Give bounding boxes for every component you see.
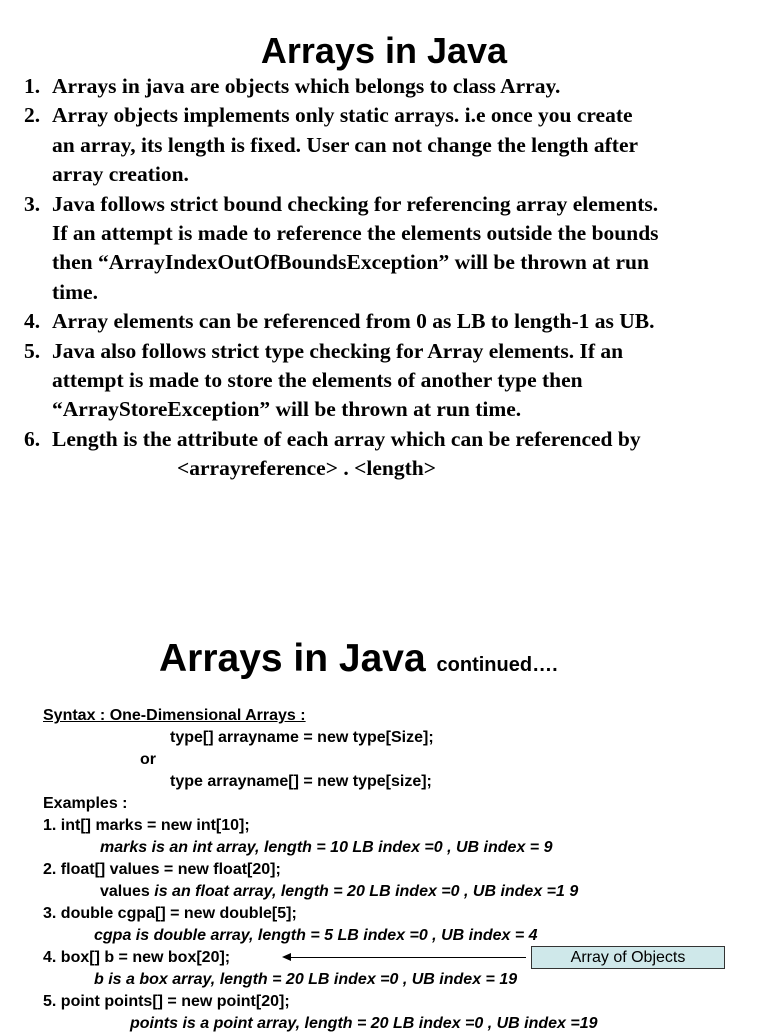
list-item-number: 3. bbox=[24, 191, 41, 216]
list-item-continuation bbox=[52, 133, 638, 158]
syntax-line-2: type arrayname[] = new type[size]; bbox=[170, 773, 432, 790]
example-2-note bbox=[100, 883, 578, 901]
list-item-text: Length is the attribute of each array which can be referenced by bbox=[52, 426, 641, 451]
list-item-number: 2. bbox=[24, 103, 41, 128]
example-2: 2. float[] values = new float[20]; bbox=[43, 861, 281, 878]
list-item-continuation bbox=[177, 456, 436, 481]
list-item bbox=[24, 427, 641, 452]
slide2-title bbox=[159, 637, 558, 681]
list-item-number: 4. bbox=[24, 309, 41, 334]
list-item-text: Arrays in java are objects which belongs to class Array. bbox=[52, 74, 561, 98]
list-item-text: <arrayreference> . <length> bbox=[177, 456, 436, 481]
list-item-number: 6. bbox=[24, 426, 41, 451]
list-item bbox=[24, 192, 658, 217]
list-item-text: If an attempt is made to reference the elements outside the bounds bbox=[52, 221, 659, 245]
example-5-note: points is a point array, length = 20 LB index =0 , UB index =19 bbox=[130, 1015, 598, 1032]
list-item-continuation bbox=[52, 162, 189, 187]
list-item-text: time. bbox=[52, 279, 98, 304]
list-item-number: 1. bbox=[24, 74, 41, 98]
list-item-text: Java also follows strict type checking for Array elements. If an bbox=[52, 338, 624, 363]
example-3: 3. double cgpa[] = new double[5]; bbox=[43, 905, 297, 922]
list-item bbox=[24, 74, 560, 99]
list-item bbox=[24, 103, 633, 128]
list-item-text: Array elements can be referenced from 0 as LB to length-1 as UB. bbox=[52, 309, 655, 334]
example-5: 5. point points[] = new point[20]; bbox=[43, 993, 290, 1010]
syntax-line-1: type[] arrayname = new type[Size]; bbox=[170, 729, 434, 746]
slide2-title-main: Arrays in Java bbox=[159, 637, 426, 680]
list-item-continuation bbox=[52, 397, 521, 422]
list-item-text: Java follows strict bound checking for referencing array elements. bbox=[52, 191, 659, 216]
slide2-title-suffix: continued…. bbox=[436, 654, 558, 676]
list-item-text: “ArrayStoreException” will be thrown at run time. bbox=[52, 397, 522, 422]
list-item-text: array creation. bbox=[52, 162, 189, 187]
example-1: 1. int[] marks = new int[10]; bbox=[43, 817, 250, 834]
list-item-text: Array objects implements only static arrays. i.e once you create bbox=[52, 103, 633, 128]
syntax-heading: Syntax : One-Dimensional Arrays : bbox=[43, 707, 306, 724]
examples-heading: Examples : bbox=[43, 795, 128, 812]
list-item-text: then “ArrayIndexOutOfBoundsException” will be thrown at run bbox=[52, 250, 649, 275]
list-item-text: attempt is made to store the elements of another type then bbox=[52, 368, 583, 392]
array-of-objects-callout: Array of Objects bbox=[531, 946, 725, 969]
syntax-or: or bbox=[140, 751, 156, 768]
list-item-continuation bbox=[52, 280, 98, 305]
callout-arrow-line bbox=[290, 957, 526, 958]
example-4-note: b is a box array, length = 20 LB index =0 , UB index = 19 bbox=[94, 971, 518, 988]
callout-arrow-head bbox=[282, 953, 291, 961]
list-item-number: 5. bbox=[24, 338, 41, 363]
list-item-continuation bbox=[52, 221, 659, 246]
list-item-continuation bbox=[52, 368, 583, 393]
example-4: 4. box[] b = new box[20]; bbox=[43, 949, 231, 966]
list-item-text: an array, its length is fixed. User can not change the length after bbox=[52, 132, 639, 157]
example-1-note: marks is an int array, length = 10 LB index =0 , UB index = 9 bbox=[100, 839, 553, 856]
list-item bbox=[24, 309, 655, 334]
example-2-note-var: values bbox=[100, 883, 150, 900]
slide1-title: Arrays in Java bbox=[260, 30, 508, 71]
example-2-note-rest: is an float array, length = 20 LB index =0 , UB index =1 9 bbox=[149, 883, 579, 900]
example-3-note: cgpa is double array, length = 5 LB index =0 , UB index = 4 bbox=[94, 927, 538, 944]
list-item-continuation bbox=[52, 250, 649, 275]
list-item bbox=[24, 339, 623, 364]
